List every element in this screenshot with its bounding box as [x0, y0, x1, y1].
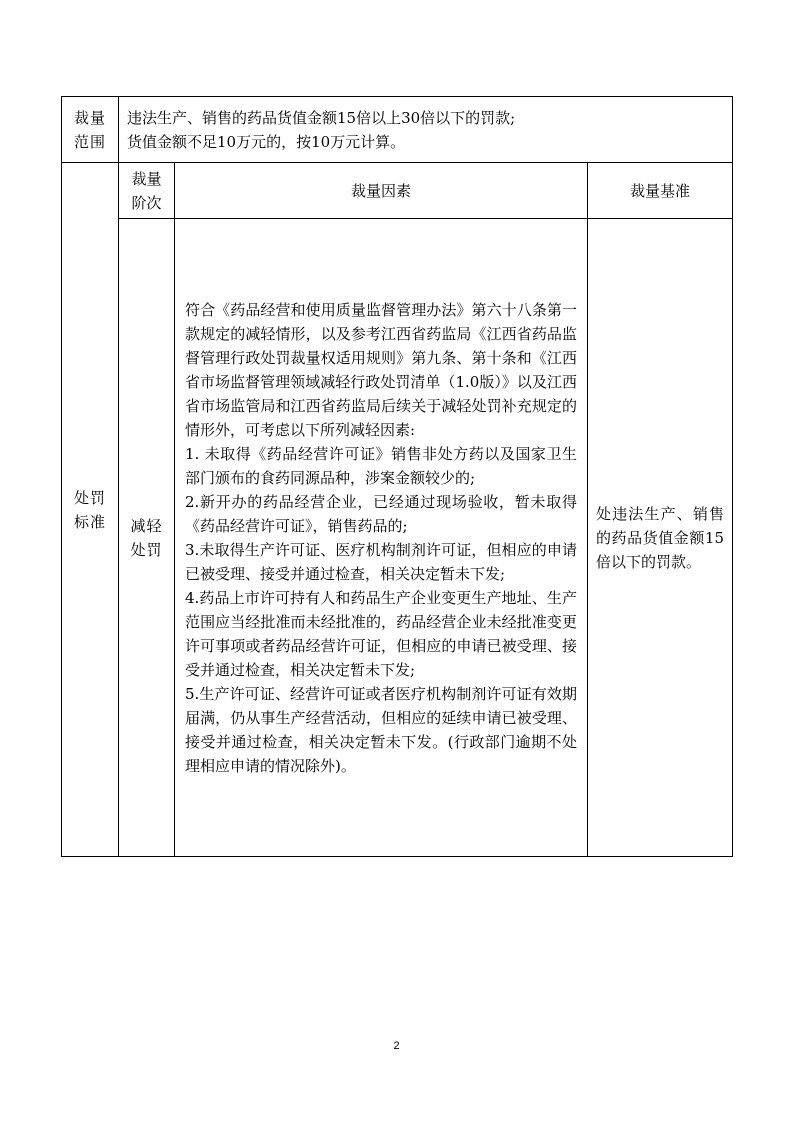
scope-text-cell: [119, 97, 733, 163]
level-header-line1: 裁量: [131, 169, 162, 188]
basis-header: 裁量基准: [588, 163, 733, 219]
factor-item-5: 5.生产许可证、经营许可证或者医疗机构制剂许可证有效期届满，仍从事生产经营活动，但相应的延续申请已被受理、接受并通过检查，相关决定暂未下发。(行政部门逾期不处理相应申请的情况除外)。: [185, 684, 577, 775]
factors-intro: 符合《药品经营和使用质量监督管理办法》第六十八条第一款规定的减轻情形，以及参考江西省药监局《江西省药品监督管理行政处罚裁量权适用规则》第九条、第十条和《江西省市场监督管理领域减轻行政处罚清单（1.0版）》以及江西省市场监管局和江西省药监局后续关于减轻处罚补充规定的情形外，可考虑以下所列减轻因素:: [185, 300, 577, 439]
factors-header: 裁量因素: [175, 163, 588, 219]
basis-cell: 处违法生产、销售的药品货值金额15倍以下的罚款。: [588, 219, 733, 857]
level-line1: 减轻: [130, 516, 163, 535]
factor-item-3: 3.未取得生产许可证、医疗机构制剂许可证，但相应的申请已被受理、接受并通过检查，相关决定暂未下发;: [185, 540, 577, 583]
penalty-standard-label-line2: 标准: [73, 512, 106, 531]
scope-text-line1: 违法生产、销售的药品货值金额15倍以上30倍以下的罚款;: [127, 108, 516, 127]
scope-row: [62, 97, 733, 163]
level-header-line2: 阶次: [131, 193, 162, 212]
header-row: [62, 163, 733, 219]
scope-text-line2: 货值金额不足10万元的，按10万元计算。: [127, 132, 406, 151]
factors-cell: [175, 219, 588, 857]
scope-label-line2: 范围: [73, 132, 106, 151]
mitigated-penalty-row: [62, 219, 733, 857]
page-number: 2: [393, 1040, 400, 1052]
penalty-standard-label-line1: 处罚: [73, 488, 106, 507]
scope-label-cell: [62, 97, 119, 163]
factor-item-4: 4.药品上市许可持有人和药品生产企业变更生产地址、生产范围应当经批准而未经批准的，药品经营企业未经批准变更许可事项或者药品经营许可证，但相应的申请已被受理、接受并通过检查，相关决定暂未下发;: [185, 588, 577, 679]
factor-item-1: 1. 未取得《药品经营许可证》销售非处方药以及国家卫生部门颁布的食药同源品种，涉案金额较少的;: [185, 444, 577, 487]
factor-item-2: 2.新开办的药品经营企业，已经通过现场验收，暂未取得《药品经营许可证》，销售药品的;: [185, 492, 577, 535]
level-cell: [119, 219, 175, 857]
level-line2: 处罚: [130, 540, 163, 559]
penalty-discretion-table: [61, 96, 733, 857]
level-header-cell: [119, 163, 175, 219]
penalty-standard-label-cell: [62, 163, 119, 857]
scope-label-line1: 裁量: [73, 108, 106, 127]
